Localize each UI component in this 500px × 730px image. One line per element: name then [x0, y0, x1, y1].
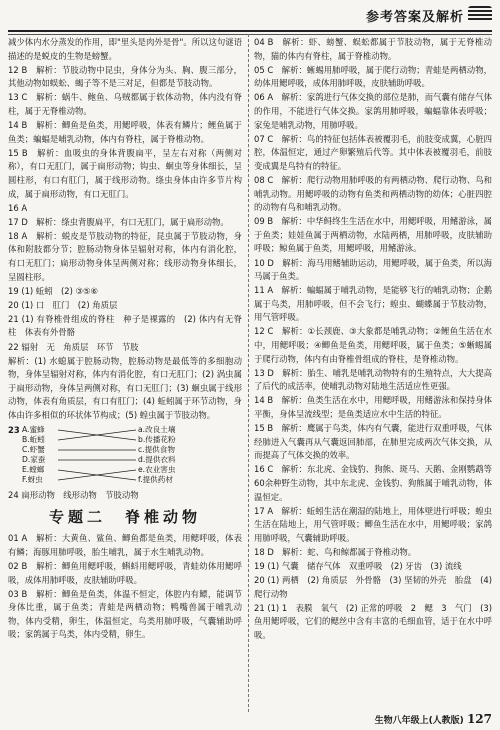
answer-entry: 09 B 解析：中华鲟终生生活在水中，用鳃呼吸，用鳍游泳，属于鱼类；娃娃鱼属于两栖动物，水陆两栖，用肺呼吸，皮肤辅助呼吸；鲸鱼属于鱼类，用鳃呼吸，用鳍游泳。 [254, 216, 492, 254]
answer-entry: 16 C 解析：东北虎、金钱豹、狗熊、斑马、天鹅、金刚鹦鹉等60余种野生动物，其中东北虎、金钱豹、狗熊属于哺乳动物，体温恒定。 [254, 464, 492, 502]
page-header [0, 4, 500, 28]
answer-entry: 17 A 解析：蚯蚓生活在潮湿的陆地上，用体壁进行呼吸；蝗虫生活在陆地上，用气管呼吸；鲫鱼生活在水中，用鳃呼吸；家鸽用肺呼吸，气囊辅助呼吸。 [254, 505, 492, 543]
answer-entry: 14 B 解析：鲫鱼是鱼类，用鳃呼吸，体表有鳞片；鲤鱼属于鱼类；蝙蝠是哺乳动物，体内有脊柱，属于脊椎动物。 [8, 120, 242, 144]
matching-right-item: a.改良土壤 [138, 424, 176, 434]
answer-entry: 13 D 解析：胎生、哺乳是哺乳动物特有的生殖特点，大大提高了后代的成活率，使哺乳动物对陆地生活适应性更强。 [254, 367, 492, 392]
answer-entry: 24 扁形动物 线形动物 节肢动物 [8, 489, 139, 500]
matching-left-item: F.蚜虫 [22, 474, 43, 484]
left-entries-2 [8, 532, 242, 642]
right-column [254, 36, 492, 643]
answer-entry: 10 D 解析：海马用鳍辅助运动，用鳃呼吸，属于鱼类，所以海马属于鱼类。 [254, 257, 492, 282]
answer-entry: 15 B 解析：鹰属于鸟类，体内有气囊，能进行双重呼吸，气体经肺进入气囊再从气囊返回肺部，在肺里完成两次气体交换，从而提高了气体交换的效率。 [254, 423, 492, 461]
page-footer [375, 712, 492, 726]
answer-entry: 20 (1) 口 肛门 (2) 角质层 [8, 299, 118, 310]
section-title: 专题二 脊椎动物 [48, 508, 201, 527]
answer-entry: 06 A 解析：家鸽进行气体交换的部位是肺，而气囊有储存气体的作用，不能进行气体交换。家鸽用肺呼吸，蝙蝠靠体表呼吸；家兔是哺乳动物，用肺呼吸。 [254, 92, 492, 130]
answer-entry: 02 B 解析：鲫鱼用鳃呼吸，蝌蚪用鳃呼吸，青蛙幼体用鳃呼吸，成体用肺呼吸，皮肤辅助呼吸。 [8, 560, 242, 585]
answer-entry: 12 C 解析：①长颈鹿、③大象都是哺乳动物；②鲤鱼生活在水中，用鳃呼吸；④鲫鱼是鱼类，用鳃呼吸，属于鱼类；⑤蜥蜴属于爬行动物，体内有由脊椎骨组成的脊柱，是脊椎动物。 [254, 326, 492, 364]
matching-left-item: A.蜜蜂 [22, 424, 45, 434]
answer-entry: 08 C 解析：爬行动物用肺呼吸的有两栖动物、爬行动物、鸟和哺乳动物。用鳃呼吸的动物有鱼类和两栖动物的幼体；心脏四腔的动物有鸟和哺乳动物。 [254, 174, 492, 213]
answer-entry: 01 A 解析：大黄鱼、鲨鱼、鲫鱼都是鱼类，用鳃呼吸，体表有鳞；海豚用肺呼吸，胎生哺乳，属于水生哺乳动物。 [8, 533, 242, 557]
left-column [8, 36, 242, 642]
matching-right-item: b.传播花粉 [138, 434, 176, 444]
matching-left-item: D.家蚕 [22, 454, 46, 464]
matching-right-item: c.提供食物 [138, 444, 175, 454]
right-entries [254, 36, 492, 643]
answer-entry: 20 (1) 两栖 (2) 角质层 外骨骼 (3) 坚韧的外壳 胎盘 (4) 爬行动物 [254, 575, 492, 599]
answer-entry: 03 B 解析：鲫鱼是鱼类，体温不恒定，体腔内有鳔，能调节身体比重，属于鱼类；青蛙是两栖动物；鸭嘴兽属于哺乳动物，体内受精，卵生，体温恒定，鸟类用肺呼吸，气囊辅助呼吸；家鸽属于鸟类，体内受精，卵生。 [8, 588, 242, 640]
column-divider [248, 34, 249, 712]
matching-right-item: d.提供衣料 [138, 454, 176, 464]
answer-entry: 11 A 解析：蝙蝠属于哺乳动物，是能够飞行的哺乳动物；企鹅属于鸟类，用肺呼吸，但不会飞行；蝗虫、蝴蝶属于节肢动物，用气管呼吸。 [254, 285, 492, 323]
matching-left-item: C.虾蟹 [22, 444, 45, 454]
answer-entry: 18 D 解析：蛇、鸟和鲸都属于脊椎动物。 [254, 546, 417, 557]
answer-entry: 15 B 解析：血吸虫的身体背腹扁平，呈左右对称（两侧对称），有口无肛门，属于扁形动物；钩虫、蛔虫等身体细长，呈圆柱形，有口有肛门，属于线形动物。绦虫身体由许多节片构成，属于扁形动物，有口无肛门。 [8, 147, 242, 199]
answer-entry: 22 辐射 无 角质层 环节 节肢 [8, 341, 139, 352]
header-rule-thin [8, 34, 492, 35]
answer-entry: 05 C 解析：蜥蜴用肺呼吸，属于爬行动物；青蛙是两栖动物，幼体用鳃呼吸，成体用肺呼吸，皮肤辅助呼吸。 [254, 64, 492, 89]
header-rule [8, 30, 492, 32]
footer-subject: 生物八年级上(人教版) [374, 716, 464, 726]
answer-entry: 16 A [8, 202, 28, 213]
matching-left-item: B.蚯蚓 [22, 434, 45, 444]
matching-right-item: e.农业害虫 [138, 464, 176, 474]
page-number: 127 [466, 712, 492, 726]
answer-entry: 13 C 解析：蜗牛、鲍鱼、乌贼都属于软体动物，体内没有脊柱，属于无脊椎动物。 [8, 92, 242, 116]
book-stack-icon [468, 6, 492, 22]
matching-diagram [8, 425, 242, 487]
matching-number: 23 [8, 424, 20, 435]
matching-right-item: f.提供药材 [138, 474, 173, 484]
answer-entry: 07 C 解析：鸟的特征包括体表被覆羽毛，前肢变成翼，心脏四腔，体温恒定，通过产卵繁殖后代等。其中体表被覆羽毛，前肢变成翼是鸟特有的特征。 [254, 133, 492, 171]
answer-entry: 14 B 解析：鱼类生活在水中，用鳃呼吸，用鳍游泳和保持身体平衡，身体呈流线型；是鱼类适应水中生活的特征。 [254, 395, 492, 420]
matching-left-item: E.螳螂 [22, 464, 45, 474]
answer-entry: 12 B 解析：节肢动物中昆虫，身体分为头、胸、腹三部分，其他动物如蜈蚣、蝎子等不是三对足，但都是节肢动物。 [8, 64, 242, 89]
header-title: 参考答案及解析 [365, 10, 464, 25]
answer-entry: 17 D 解析：绦虫背腹扁平，有口无肛门，属于扁形动物。 [8, 216, 229, 227]
answer-entry: 19 (1) 气囊 储存气体 双重呼吸 (2) 牙齿 (3) 流线 [254, 561, 462, 572]
answer-entry: 21 (1) 有脊椎骨组成的脊柱 种子是裸露的 (2) 体内有无脊柱 体表有外骨骼 [8, 313, 242, 338]
answer-entry: 19 (1) 蚯蚓 (2) ③⑤⑥ [8, 285, 99, 296]
answer-entry: 21 (1) 1 表膜 氧气 (2) 正常的呼吸 2 鳃 3 气门 (3) 鱼用鳃呼吸，它们的鳃丝中含有丰富的毛细血管，适于在水中呼吸。 [254, 602, 492, 641]
left-after-entries [8, 489, 242, 503]
left-entries [8, 36, 242, 423]
answer-entry: 18 A 解析：蜕皮是节肢动物的特征，昆虫属于节肢动物，身体和附肢都分节；腔肠动物身体呈辐射对称，体内有消化腔，有口无肛门；扁形动物身体呈两侧对称；线形动物身体细长，呈圆柱形。 [8, 230, 242, 282]
answer-entry: 解析：(1) 水螅属于腔肠动物，腔肠动物是最低等的多细胞动物，身体呈辐射对称，体内有消化腔，有口无肛门；(2) 涡虫属于扁形动物，身体呈两侧对称，有口无肛门；(3) 蛔虫属于线形动物，体表有角质层，有口有肛门；(4) 蚯蚓属于环节动物，身体由许多相似的环状体节构成；(5) 蝗虫属于节肢动物。 [8, 355, 242, 421]
answer-entry: 04 B 解析：虾、螃蟹、蜈蚣都属于节肢动物，属于无脊椎动物，猫的体内有脊柱，属于脊椎动物。 [254, 37, 492, 61]
matching-lines [8, 425, 242, 487]
answer-entry: 减少体内水分蒸发的作用，即"里头是肉外是骨"。所以这句谜语描述的是蜕皮的生物是螃蟹。 [8, 37, 242, 61]
